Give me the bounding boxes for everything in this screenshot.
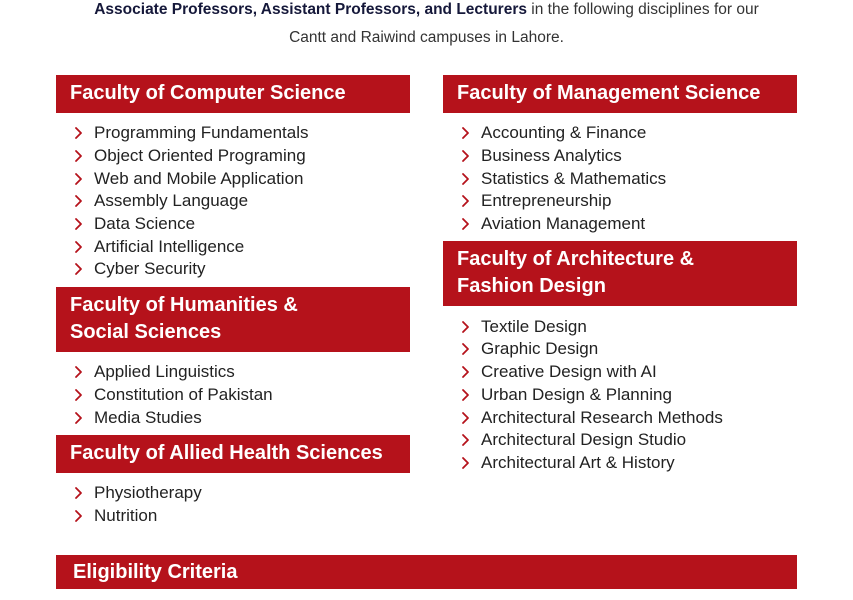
discipline-item: [459, 452, 797, 475]
discipline-label: Architectural Art & History: [481, 452, 675, 472]
discipline-label: Graphic Design: [481, 339, 599, 359]
discipline-item: [72, 361, 410, 384]
chevron-right-icon: [459, 388, 473, 402]
discipline-label: Architectural Research Methods: [481, 407, 723, 427]
chevron-right-icon: [459, 433, 473, 447]
faculty-section-faculty-of-humanities-and-social-sciences: [56, 287, 410, 429]
discipline-item: [459, 384, 797, 407]
chevron-right-icon: [459, 172, 473, 186]
discipline-label: Business Analytics: [481, 146, 622, 166]
chevron-right-icon: [72, 240, 86, 254]
faculty-header: [443, 75, 797, 113]
faculty-section-faculty-of-computer-science: [56, 75, 410, 281]
faculty-header-line: Faculty of Humanities &: [70, 293, 298, 316]
discipline-label: Media Studies: [94, 407, 202, 427]
chevron-right-icon: [459, 456, 473, 470]
faculty-header: [56, 435, 410, 473]
discipline-label: Programming Fundamentals: [94, 123, 309, 143]
discipline-label: Object Oriented Programing: [94, 146, 306, 166]
discipline-label: Artificial Intelligence: [94, 236, 245, 256]
discipline-item: [72, 190, 410, 213]
discipline-item: [459, 315, 797, 338]
discipline-label: Applied Linguistics: [94, 362, 235, 382]
discipline-item: [459, 338, 797, 361]
faculty-header: [56, 287, 410, 352]
discipline-list: [56, 113, 410, 281]
faculty-header-line: Faculty of Computer Science: [70, 82, 346, 104]
faculty-header: [443, 241, 797, 306]
discipline-label: Assembly Language: [94, 191, 249, 211]
chevron-right-icon: [72, 172, 86, 186]
chevron-right-icon: [459, 365, 473, 379]
discipline-label: Physiotherapy: [94, 483, 202, 503]
chevron-right-icon: [459, 411, 473, 425]
chevron-right-icon: [72, 509, 86, 523]
discipline-label: Statistics & Mathematics: [481, 168, 667, 188]
chevron-right-icon: [72, 262, 86, 276]
discipline-item: [72, 122, 410, 145]
discipline-item: [72, 505, 410, 528]
discipline-label: Accounting & Finance: [481, 123, 647, 143]
intro-line-2: Cantt and Raiwind campuses in Lahore.: [289, 29, 564, 46]
chevron-right-icon: [459, 194, 473, 208]
intro-bold: Associate Professors, Assistant Professors, and Lecturers: [94, 1, 527, 18]
chevron-right-icon: [72, 149, 86, 163]
faculty-header-line: Faculty of Allied Health Sciences: [70, 441, 383, 464]
discipline-item: [459, 213, 797, 236]
chevron-right-icon: [459, 217, 473, 231]
discipline-label: Aviation Management: [481, 214, 646, 234]
discipline-label: Cyber Security: [94, 259, 206, 279]
discipline-list: [443, 113, 797, 235]
chevron-right-icon: [459, 320, 473, 334]
chevron-right-icon: [72, 486, 86, 500]
discipline-list: [56, 352, 410, 429]
intro-line-1: [0, 0, 853, 24]
discipline-item: [459, 145, 797, 168]
discipline-item: [72, 406, 410, 429]
discipline-label: Entrepreneurship: [481, 191, 612, 211]
faculty-section-faculty-of-management-science: [443, 75, 797, 235]
discipline-item: [72, 145, 410, 168]
discipline-item: [72, 235, 410, 258]
chevron-right-icon: [72, 194, 86, 208]
discipline-list: [56, 473, 410, 527]
chevron-right-icon: [459, 149, 473, 163]
faculty-header-line: Faculty of Architecture &: [457, 248, 695, 271]
discipline-label: Nutrition: [94, 505, 158, 525]
discipline-item: [72, 384, 410, 407]
chevron-right-icon: [459, 126, 473, 140]
discipline-item: [72, 167, 410, 190]
discipline-item: [72, 482, 410, 505]
discipline-item: [459, 167, 797, 190]
faculty-header: [56, 75, 410, 113]
intro-line-1-rest: in the following disciplines for our: [526, 1, 759, 18]
chevron-right-icon: [72, 126, 86, 140]
discipline-label: Architectural Design Studio: [481, 430, 687, 450]
intro-text: [0, 0, 853, 52]
discipline-label: Urban Design & Planning: [481, 384, 672, 404]
discipline-label: Textile Design: [481, 316, 587, 336]
faculty-header-line: Fashion Design: [457, 275, 606, 298]
discipline-list: [443, 306, 797, 474]
chevron-right-icon: [72, 411, 86, 425]
discipline-item: [459, 406, 797, 429]
discipline-item: [459, 122, 797, 145]
chevron-right-icon: [72, 217, 86, 231]
eligibility-criteria-header: Eligibility Criteria: [56, 555, 797, 589]
chevron-right-icon: [72, 388, 86, 402]
discipline-label: Data Science: [94, 214, 196, 234]
faculty-header-line: Faculty of Management Science: [457, 82, 761, 104]
faculty-section-faculty-of-architecture-and-fashion-design: [443, 241, 797, 474]
faculty-header-line: Social Sciences: [70, 320, 222, 343]
right-column: [443, 75, 797, 480]
discipline-item: [459, 190, 797, 213]
discipline-label: Creative Design with AI: [481, 362, 657, 382]
chevron-right-icon: [459, 342, 473, 356]
discipline-item: [72, 258, 410, 281]
discipline-label: Constitution of Pakistan: [94, 384, 273, 404]
discipline-label: Web and Mobile Application: [94, 168, 304, 188]
discipline-item: [72, 213, 410, 236]
chevron-right-icon: [72, 365, 86, 379]
discipline-item: [459, 361, 797, 384]
discipline-item: [459, 429, 797, 452]
faculty-section-faculty-of-allied-health-sciences: [56, 435, 410, 527]
left-column: [56, 75, 410, 533]
